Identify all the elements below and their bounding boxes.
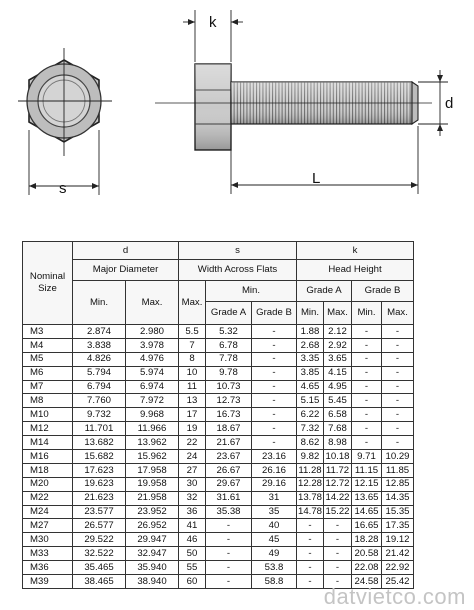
table-cell: 27	[179, 463, 206, 477]
table-cell: 7.68	[324, 422, 352, 436]
table-cell: 7.32	[297, 422, 324, 436]
table-cell: -	[252, 325, 297, 339]
nominal-size-cell: M22	[23, 491, 73, 505]
table-cell: -	[352, 366, 382, 380]
table-cell: 4.65	[297, 380, 324, 394]
table-cell: 35.465	[73, 561, 126, 575]
table-cell: -	[324, 519, 352, 533]
table-cell: -	[206, 547, 252, 561]
table-cell: 18.67	[206, 422, 252, 436]
bolt-end-view	[18, 48, 112, 156]
table-cell: 29.522	[73, 533, 126, 547]
table-cell: 11.15	[352, 463, 382, 477]
table-cell: 5.5	[179, 325, 206, 339]
table-cell: 8	[179, 352, 206, 366]
table-row	[23, 491, 414, 505]
table-row	[23, 352, 414, 366]
table-cell: 11.72	[324, 463, 352, 477]
nominal-size-cell: M16	[23, 450, 73, 464]
table-cell: 3.85	[297, 366, 324, 380]
table-row	[23, 519, 414, 533]
header-ka-max: Max.	[324, 302, 352, 325]
table-cell: 30	[179, 477, 206, 491]
table-cell: -	[352, 394, 382, 408]
table-cell: 58.8	[252, 575, 297, 589]
table-cell: -	[252, 338, 297, 352]
table-cell: 16.65	[352, 519, 382, 533]
table-cell: 7.760	[73, 394, 126, 408]
table-cell: 10.73	[206, 380, 252, 394]
table-cell: -	[297, 519, 324, 533]
table-cell: 20.58	[352, 547, 382, 561]
table-cell: 11.85	[382, 463, 414, 477]
header-d: d	[73, 242, 179, 260]
table-cell: 7.972	[126, 394, 179, 408]
table-cell: -	[382, 366, 414, 380]
table-cell: 21.958	[126, 491, 179, 505]
header-head-height: Head Height	[297, 260, 414, 281]
table-cell: 32	[179, 491, 206, 505]
table-cell: 6.58	[324, 408, 352, 422]
table-cell: 19.623	[73, 477, 126, 491]
table-cell: 6.78	[206, 338, 252, 352]
table-cell: 23.952	[126, 505, 179, 519]
table-cell: -	[297, 575, 324, 589]
table-row	[23, 463, 414, 477]
table-cell: -	[324, 547, 352, 561]
table-cell: 9.732	[73, 408, 126, 422]
table-cell: 26.952	[126, 519, 179, 533]
table-cell: 32.947	[126, 547, 179, 561]
table-cell: -	[252, 422, 297, 436]
nominal-size-cell: M5	[23, 352, 73, 366]
watermark: datvietco.com	[323, 584, 466, 609]
table-cell: 15.682	[73, 450, 126, 464]
table-row	[23, 436, 414, 450]
header-k: k	[297, 242, 414, 260]
table-cell: -	[206, 519, 252, 533]
table-cell: 12.85	[382, 477, 414, 491]
table-cell: -	[352, 422, 382, 436]
table-cell: 15.962	[126, 450, 179, 464]
nominal-size-cell: M3	[23, 325, 73, 339]
table-cell: 12.15	[352, 477, 382, 491]
table-cell: 2.12	[324, 325, 352, 339]
table-cell: 19	[179, 422, 206, 436]
label-s: s	[59, 180, 67, 197]
table-row	[23, 533, 414, 547]
table-cell: -	[382, 325, 414, 339]
header-s-max: Max.	[179, 281, 206, 325]
table-cell: -	[206, 561, 252, 575]
table-cell: 14.22	[325, 492, 350, 504]
table-cell: 13.962	[126, 436, 179, 450]
header-k-grade-a: Grade A	[297, 281, 352, 302]
table-cell: 35.38	[206, 505, 252, 519]
table-cell: -	[297, 561, 324, 575]
table-cell: -	[352, 352, 382, 366]
table-cell: 7	[179, 338, 206, 352]
table-cell: 11	[179, 380, 206, 394]
table-cell: 9.968	[126, 408, 179, 422]
table-cell: -	[252, 380, 297, 394]
table-cell: -	[206, 533, 252, 547]
table-cell: -	[324, 575, 352, 589]
nominal-size-cell: M10	[23, 408, 73, 422]
table-cell: 9.71	[352, 450, 382, 464]
table-cell: 38.940	[126, 575, 179, 589]
table-cell: 18.28	[352, 533, 382, 547]
header-nominal-size: Nominal Size	[23, 242, 73, 325]
table-cell: 32.522	[73, 547, 126, 561]
table-cell: 49	[252, 547, 297, 561]
header-s-grade-a: Grade A	[206, 302, 252, 325]
nominal-size-cell: M18	[23, 463, 73, 477]
table-cell: 19.12	[382, 533, 414, 547]
header-ka-min: Min.	[297, 302, 324, 325]
table-cell: -	[252, 436, 297, 450]
table-cell: 4.15	[324, 366, 352, 380]
nominal-size-cell: M6	[23, 366, 73, 380]
nominal-size-cell: M20	[23, 477, 73, 491]
table-cell: 24.58	[352, 575, 382, 589]
table-cell: 17.623	[73, 463, 126, 477]
table-cell: 23.16	[252, 450, 297, 464]
table-cell: 13.65	[352, 491, 382, 505]
nominal-size-cell: M4	[23, 338, 73, 352]
table-cell: -	[252, 408, 297, 422]
table-cell: 9.78	[206, 366, 252, 380]
table-cell: 8.98	[324, 436, 352, 450]
table-cell: -	[297, 547, 324, 561]
table-cell: 38.465	[73, 575, 126, 589]
table-cell: -	[382, 394, 414, 408]
table-cell: -	[297, 533, 324, 547]
table-row	[23, 366, 414, 380]
nominal-size-cell: M36	[23, 561, 73, 575]
table-cell: -	[352, 380, 382, 394]
table-cell: 55	[179, 561, 206, 575]
table-cell: 21.623	[73, 491, 126, 505]
table-cell: -	[382, 352, 414, 366]
table-row	[23, 325, 414, 339]
table-cell: -	[206, 575, 252, 589]
nominal-size-cell: M33	[23, 547, 73, 561]
table-cell: 9.82	[297, 450, 324, 464]
header-k-grade-b: Grade B	[352, 281, 414, 302]
table-row	[23, 380, 414, 394]
table-cell: 31	[252, 491, 297, 505]
table-cell: 10	[179, 366, 206, 380]
bolt-dimensions-table	[22, 241, 414, 589]
table-cell: 41	[179, 519, 206, 533]
table-cell: 22	[179, 436, 206, 450]
table-cell: 3.35	[297, 352, 324, 366]
table-cell: 11.966	[126, 422, 179, 436]
table-row	[23, 477, 414, 491]
nominal-size-cell: M24	[23, 505, 73, 519]
table-row	[23, 408, 414, 422]
table-cell: 29.16	[252, 477, 297, 491]
table-cell: -	[252, 366, 297, 380]
dimension-k	[183, 10, 243, 62]
table-cell: -	[252, 394, 297, 408]
table-cell: 10.18	[325, 450, 350, 462]
table-cell: -	[382, 408, 414, 422]
table-cell: 26.16	[252, 463, 297, 477]
table-row	[23, 547, 414, 561]
hex-bolt-drawing	[0, 0, 474, 228]
table-cell: 21.42	[382, 547, 414, 561]
table-cell: 16.73	[206, 408, 252, 422]
dimension-L	[231, 126, 418, 194]
table-cell: 4.826	[73, 352, 126, 366]
table-cell: 5.32	[206, 325, 252, 339]
header-s-min: Min.	[206, 281, 297, 302]
table-cell: 2.92	[324, 338, 352, 352]
table-cell: 14.78	[297, 506, 322, 518]
table-cell: 5.794	[73, 366, 126, 380]
table-cell: -	[324, 533, 352, 547]
table-cell: 17.958	[126, 463, 179, 477]
table-cell: 60	[179, 575, 206, 589]
table-cell: -	[382, 436, 414, 450]
table-cell: 13.682	[73, 436, 126, 450]
table-cell: -	[352, 436, 382, 450]
table-cell: 12.28	[297, 478, 322, 490]
table-cell: 2.68	[297, 338, 324, 352]
table-cell: 14.65	[352, 505, 382, 519]
table-cell: 15.22	[325, 506, 350, 518]
table-cell: 6.794	[73, 380, 126, 394]
table-cell: 17.35	[382, 519, 414, 533]
table-cell: 46	[179, 533, 206, 547]
table-cell: 31.61	[206, 491, 252, 505]
table-cell: -	[352, 338, 382, 352]
table-cell: 4.95	[324, 380, 352, 394]
table-cell: 3.978	[126, 338, 179, 352]
table-cell: 2.980	[126, 325, 179, 339]
table-row	[23, 505, 414, 519]
table-cell: 4.976	[126, 352, 179, 366]
table-cell: -	[382, 338, 414, 352]
table-cell: 1.88	[297, 325, 324, 339]
bolt-side-view	[155, 64, 432, 150]
table-cell: 53.8	[252, 561, 297, 575]
table-cell: 5.974	[126, 366, 179, 380]
header-major-diameter: Major Diameter	[73, 260, 179, 281]
header-kb-max: Max.	[382, 302, 414, 325]
table-cell: 40	[252, 519, 297, 533]
label-L: L	[312, 170, 321, 187]
table-cell: 6.974	[126, 380, 179, 394]
table-row	[23, 450, 414, 464]
table-cell: 14.35	[382, 491, 414, 505]
table-cell: 12.72	[325, 478, 350, 490]
table-cell: 7.78	[206, 352, 252, 366]
table-cell: 6.22	[297, 408, 324, 422]
table-cell: 17	[179, 408, 206, 422]
table-cell: 35	[252, 505, 297, 519]
nominal-size-cell: M27	[23, 519, 73, 533]
table-cell: 10.29	[382, 450, 414, 464]
nominal-size-cell: M39	[23, 575, 73, 589]
table-cell: -	[382, 380, 414, 394]
nominal-size-cell: M7	[23, 380, 73, 394]
table-row	[23, 338, 414, 352]
table-row	[23, 561, 414, 575]
table-cell: 13.78	[297, 492, 322, 504]
table-cell: 29.67	[206, 477, 252, 491]
table-cell: 13	[179, 394, 206, 408]
table-cell: 23.577	[73, 505, 126, 519]
table-cell: 29.947	[126, 533, 179, 547]
table-cell: 26.67	[206, 463, 252, 477]
table-row	[23, 422, 414, 436]
table-cell: 5.15	[297, 394, 324, 408]
nominal-size-cell: M30	[23, 533, 73, 547]
table-cell: 3.838	[73, 338, 126, 352]
nominal-size-cell: M8	[23, 394, 73, 408]
header-d-min: Min.	[73, 281, 126, 325]
table-cell: 36	[179, 505, 206, 519]
table-body	[23, 325, 414, 589]
table-cell: 3.65	[324, 352, 352, 366]
table-cell: -	[352, 408, 382, 422]
table-cell: 8.62	[297, 436, 324, 450]
table-cell: 5.45	[324, 394, 352, 408]
header-kb-min: Min.	[352, 302, 382, 325]
label-k: k	[209, 14, 217, 31]
table-cell: 19.958	[126, 477, 179, 491]
nominal-size-cell: M14	[23, 436, 73, 450]
table-cell: 11.28	[298, 464, 322, 476]
header-s-grade-b: Grade B	[252, 302, 297, 325]
label-d: d	[445, 95, 454, 112]
table-cell: 45	[252, 533, 297, 547]
table-cell: 2.874	[73, 325, 126, 339]
table-cell: -	[382, 422, 414, 436]
table-cell: -	[352, 325, 382, 339]
table-cell: -	[324, 561, 352, 575]
header-d-max: Max.	[126, 281, 179, 325]
table-cell: 25.42	[382, 575, 414, 589]
table-cell: 24	[179, 450, 206, 464]
table-cell: -	[252, 352, 297, 366]
table-cell: 22.08	[352, 561, 382, 575]
table-cell: 11.701	[73, 422, 126, 436]
table-cell: 35.940	[126, 561, 179, 575]
table-cell: 12.73	[206, 394, 252, 408]
table-row	[23, 394, 414, 408]
table-cell: 21.67	[206, 436, 252, 450]
table-cell: 50	[179, 547, 206, 561]
header-s: s	[179, 242, 297, 260]
header-width-across-flats: Width Across Flats	[179, 260, 297, 281]
nominal-size-cell: M12	[23, 422, 73, 436]
table-cell: 15.35	[382, 505, 414, 519]
table-cell: 26.577	[73, 519, 126, 533]
table-cell: 23.67	[206, 450, 252, 464]
table-cell: 22.92	[382, 561, 414, 575]
